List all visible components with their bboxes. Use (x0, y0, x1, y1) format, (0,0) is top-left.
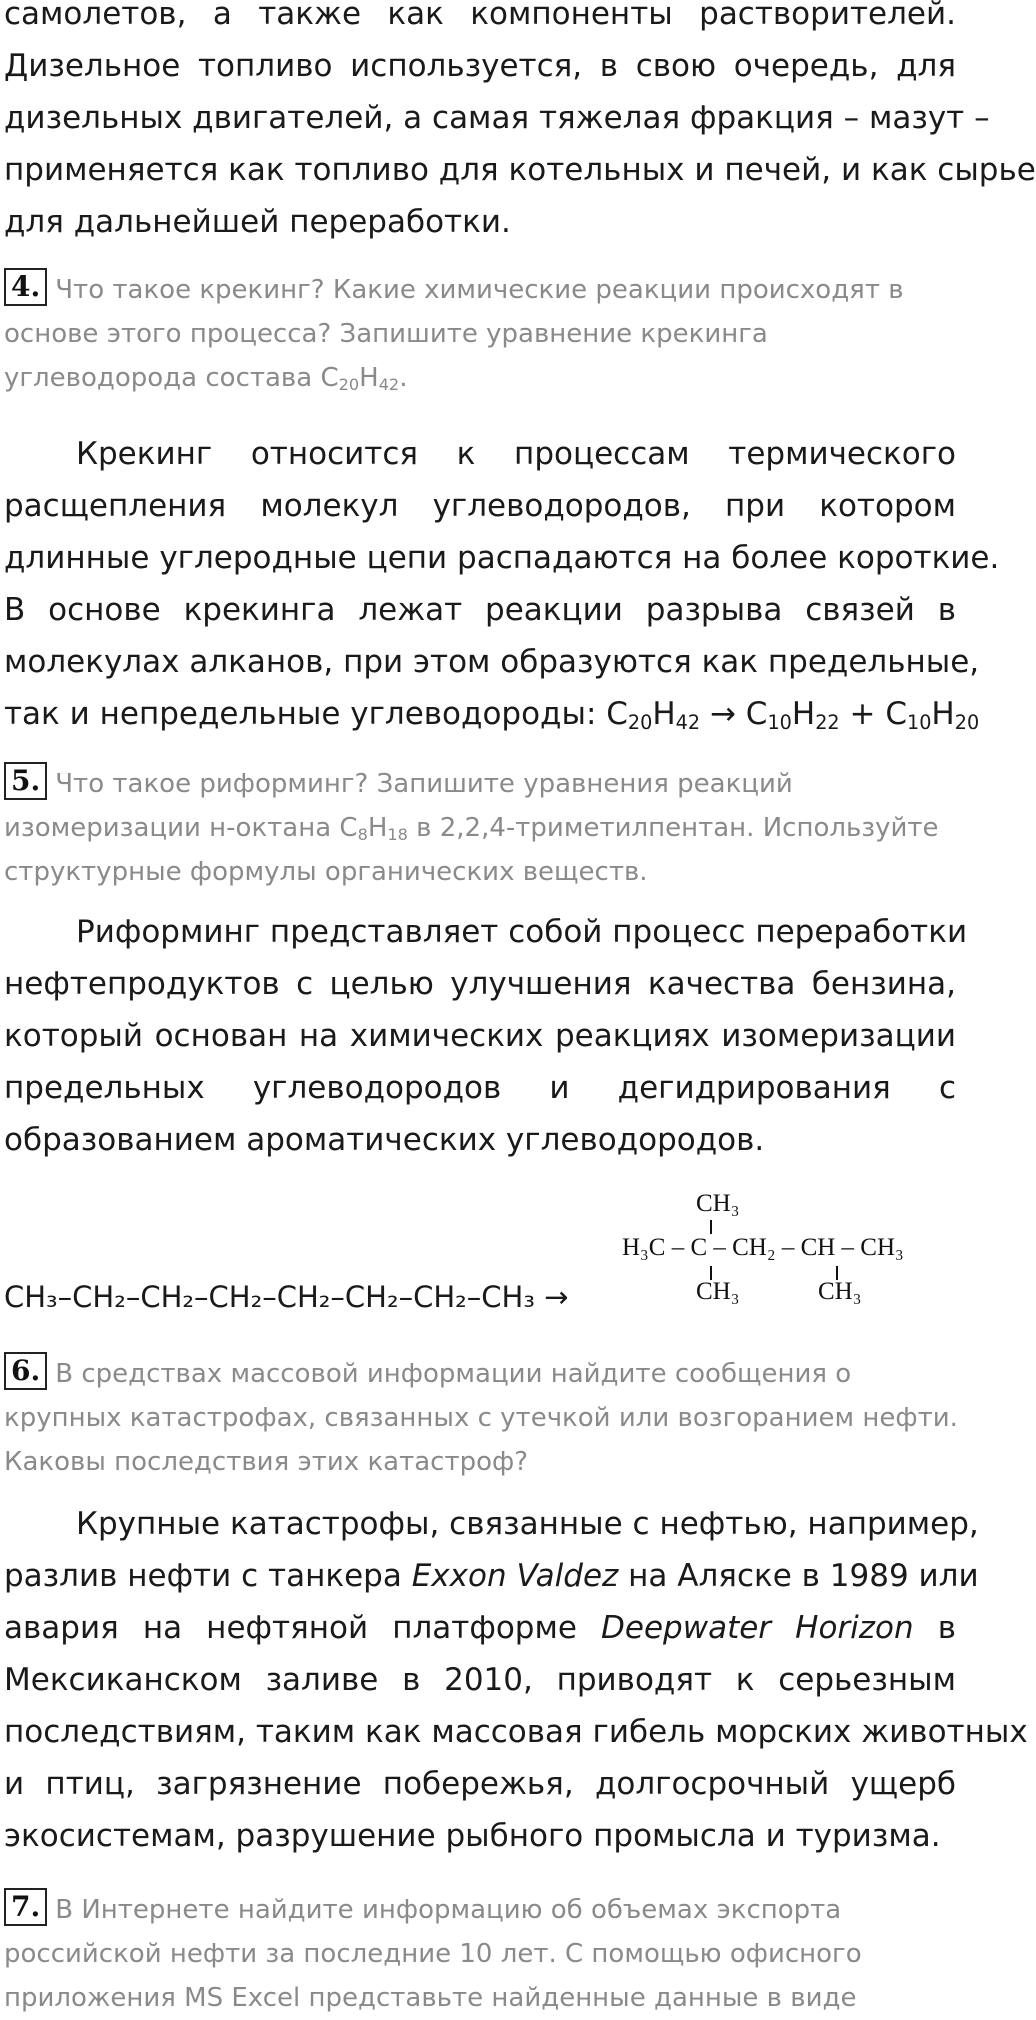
answer-5 (4, 906, 968, 1166)
octane-formula: CH₃–CH₂–CH₂–CH₂–CH₂–CH₂–CH₂–CH₃ → (4, 1280, 569, 1314)
answer-line: Крекинг относится к процессам термического (76, 436, 956, 472)
answer-line: Мексиканском заливе в 2010, приводят к серьезным (4, 1662, 956, 1698)
bond-line (710, 1220, 712, 1234)
answer-line: и птиц, загрязнение побережья, долгосрочный ущерб (4, 1766, 956, 1802)
question-text: изомеризации н-октана $C_8H_{18}$ в 2,2,4-триметилпентан. Используйте (4, 813, 939, 845)
question-number: 5. (4, 762, 47, 800)
answer-line: образованием ароматических углеводородов. (4, 1122, 765, 1158)
question-6 (4, 1352, 956, 1484)
question-7 (4, 1888, 956, 2020)
intro-line: применяется как топливо для котельных и печей, и как сырье (4, 152, 1036, 188)
question-text: основе этого процесса? Запишите уравнение крекинга (4, 319, 768, 349)
main-chain: H₃C – C – CH₂ – CH – CH₃ (622, 1234, 904, 1261)
question-number: 6. (4, 1352, 47, 1390)
question-text: структурные формулы органических веществ. (4, 857, 648, 887)
answer-line: экосистемам, разрушение рыбного промысла и туризма. (4, 1818, 941, 1854)
question-text: В средствах массовой информации найдите сообщения о (55, 1359, 852, 1389)
trimethylpentane-formula (622, 1190, 942, 1320)
question-text: Что такое риформинг? Запишите уравнения реакций (55, 769, 793, 799)
question-number: 4. (4, 268, 47, 306)
answer-line: расщепления молекул углеводородов, при котором (4, 488, 956, 524)
answer-line: нефтепродуктов с целью улучшения качества бензина, (4, 966, 956, 1002)
intro-line: для дальнейшей переработки. (4, 204, 511, 240)
answer-line: разлив нефти с танкера Exxon Valdez на Аляске в 1989 или (4, 1558, 979, 1594)
question-text: крупных катастрофах, связанных с утечкой или возгоранием нефти. (4, 1403, 958, 1433)
question-text: В Интернете найдите информацию об объемах экспорта (55, 1895, 842, 1925)
answer-line: длинные углеродные цепи распадаются на более короткие. (4, 540, 1000, 576)
intro-line: Дизельное топливо используется, в свою очередь, для (4, 48, 956, 84)
intro-paragraph (4, 0, 1036, 248)
answer-line: предельных углеводородов и дегидрирования с (4, 1070, 956, 1106)
answer-line: последствиям, таким как массовая гибель морских животных (4, 1714, 1028, 1750)
methyl-group-bottom-right: CH₃ (818, 1278, 862, 1305)
answer-line: авария на нефтяной платформе Deepwater Horizon в (4, 1610, 957, 1646)
tanker-name: Exxon Valdez (411, 1558, 619, 1594)
platform-name: Deepwater Horizon (601, 1610, 914, 1646)
question-5 (4, 762, 956, 894)
answer-line: В основе крекинга лежат реакции разрыва связей в (4, 592, 956, 628)
answer-line: молекулах алканов, при этом образуются как предельные, (4, 644, 980, 680)
answer-line: Крупные катастрофы, связанные с нефтью, например, (76, 1506, 979, 1542)
methyl-group-bottom-left: CH₃ (696, 1278, 740, 1305)
answer-6 (4, 1498, 1028, 1862)
answer-line: так и непредельные углеводороды: $C_{20}H_{42} \to C_{10}H_{22} + C_{10}H_{20}$ (4, 696, 980, 734)
isomerization-reaction (4, 1190, 956, 1320)
question-text: приложения MS Excel представьте найденные данные в виде (4, 1983, 857, 2013)
question-text: углеводорода состава $C_{20}H_{42}$. (4, 363, 408, 395)
methyl-group-top: CH₃ (696, 1190, 740, 1217)
answer-line: который основан на химических реакциях изомеризации (4, 1018, 956, 1054)
question-number: 7. (4, 1888, 47, 1926)
question-text: Что такое крекинг? Какие химические реакции происходят в (55, 275, 904, 305)
intro-line: самолетов, а также как компоненты растворителей. (4, 0, 956, 32)
question-text: российской нефти за последние 10 лет. С помощью офисного (4, 1939, 862, 1969)
question-text: Каковы последствия этих катастроф? (4, 1447, 529, 1477)
question-4 (4, 268, 956, 400)
answer-line: Риформинг представляет собой процесс переработки (76, 914, 968, 950)
intro-line: дизельных двигателей, а самая тяжелая фракция – мазут – (4, 100, 990, 136)
answer-4 (4, 428, 1000, 740)
cracking-equation: $C_{20}H_{42} \to C_{10}H_{22} + C_{10}H_{20}$ (606, 696, 980, 734)
